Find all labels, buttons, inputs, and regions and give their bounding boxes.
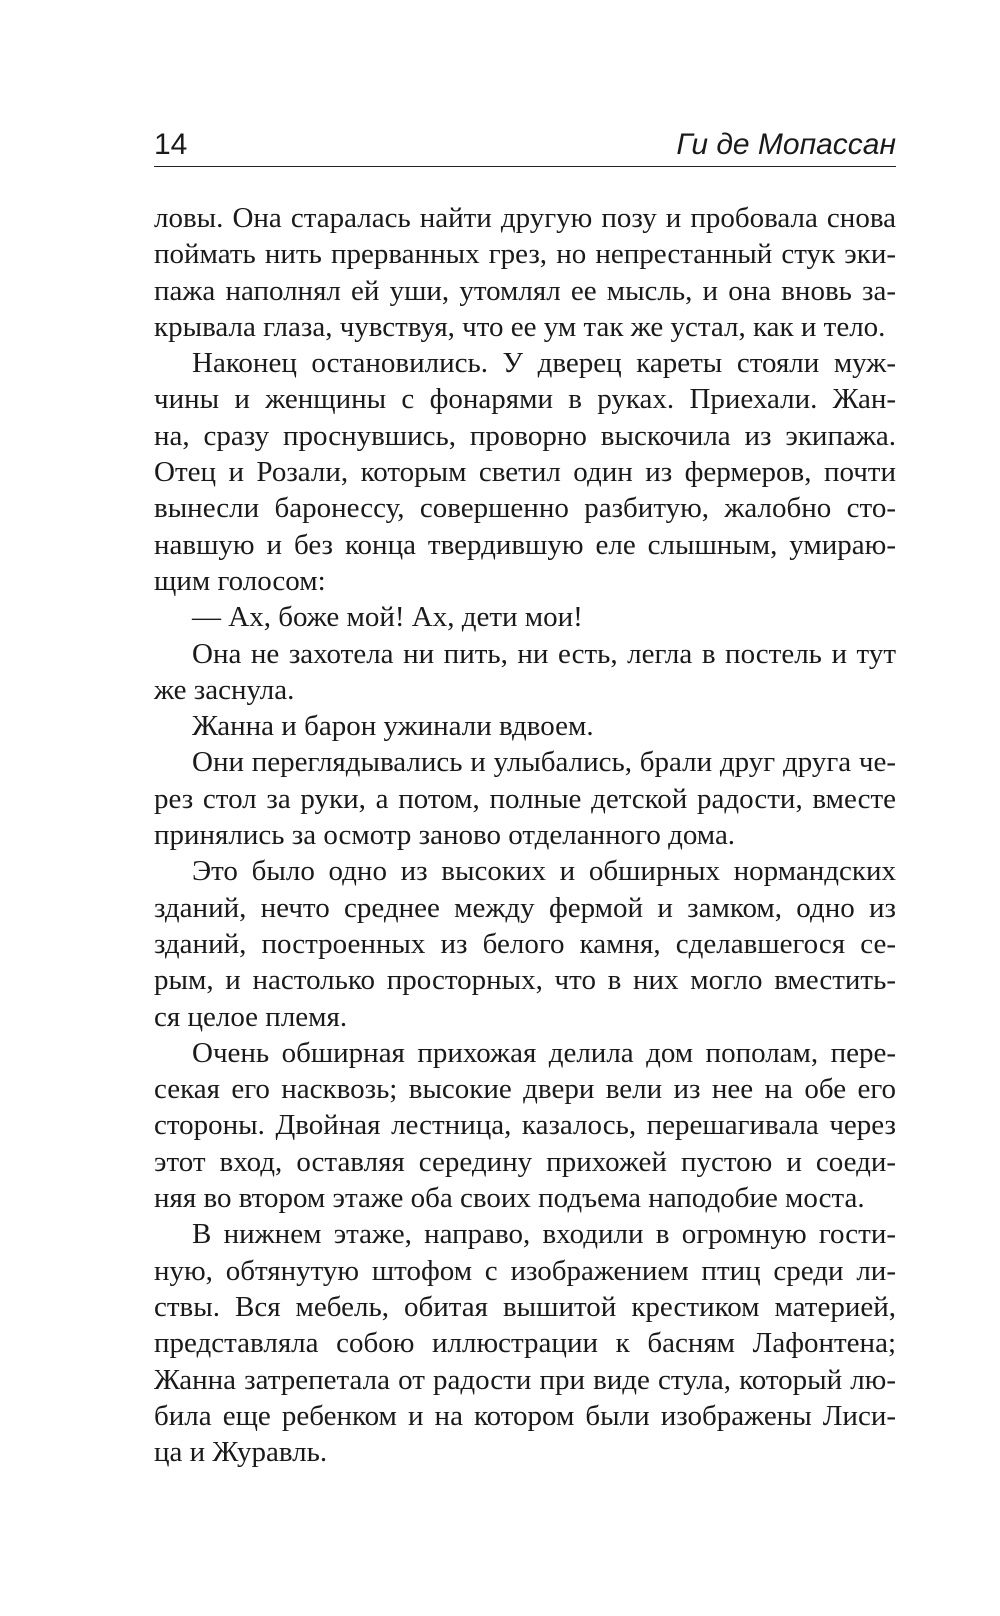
text-line: зданий, построенных из белого камня, сделавшегося се-	[154, 927, 896, 960]
text-line: ную, обтянутую штофом с изображением птиц среди ли-	[154, 1254, 896, 1287]
text-line: Жанна и барон ужинали вдвоем.	[192, 710, 594, 743]
page-number: 14	[154, 128, 188, 161]
paragraph	[154, 599, 896, 635]
text-line: Очень обширная прихожая делила дом пополам, пере-	[192, 1036, 896, 1069]
text-line: рез стол за руки, а потом, полные детской радости, вместе	[154, 782, 896, 815]
text-line: — Ах, боже мой! Ах, дети мои!	[192, 601, 583, 634]
paragraph	[154, 1216, 896, 1470]
text-line: стороны. Двойная лестница, казалось, перешагивала через	[154, 1109, 896, 1142]
paragraph	[154, 708, 896, 744]
text-line: Она не захотела ни пить, ни есть, легла в постель и тут	[192, 637, 896, 670]
text-line: В нижнем этаже, направо, входили в огромную гости-	[192, 1218, 896, 1251]
paragraph	[154, 1035, 896, 1216]
text-line: Жанна затрепетала от радости при виде стула, который лю-	[154, 1363, 896, 1396]
text-line: била еще ребенком и на котором были изображены Лиси-	[154, 1399, 896, 1432]
text-line: этот вход, оставляя середину прихожей пустою и соеди-	[154, 1145, 896, 1178]
author-name: Ги де Мопассан	[676, 128, 896, 161]
text-line: представляла собою иллюстрации к басням Лафонтена;	[154, 1327, 896, 1360]
text-line: пажа наполнял ей уши, утомлял ее мысль, и она вновь за-	[154, 274, 896, 307]
text-line: вынесли баронессу, совершенно разбитую, жалобно сто-	[154, 492, 896, 525]
paragraph	[154, 744, 896, 853]
text-line: крывала глаза, чувствуя, что ее ум так же устал, как и тело.	[154, 310, 886, 343]
text-line: Это было одно из высоких и обширных нормандских	[192, 855, 896, 888]
text-line: ловы. Она старалась найти другую позу и пробовала снова	[154, 202, 896, 234]
text-line: на, сразу проснувшись, проворно выскочила из экипажа.	[154, 419, 896, 452]
body-text	[154, 200, 896, 1470]
text-line: же заснула.	[154, 673, 295, 706]
text-line: поймать нить прерванных грез, но непрестанный стук эки-	[154, 238, 896, 271]
paragraph	[154, 853, 896, 1034]
text-line: ствы. Вся мебель, обитая вышитой крестиком материей,	[154, 1290, 896, 1323]
paragraph	[154, 200, 896, 345]
text-line: рым, и настолько просторных, что в них могло вместить-	[154, 964, 896, 997]
text-line: чины и женщины с фонарями в руках. Приехали. Жан-	[154, 383, 896, 416]
text-line: принялись за осмотр заново отделанного дома.	[154, 819, 736, 852]
text-line: Они переглядывались и улыбались, брали друг друга че-	[192, 746, 896, 779]
text-line: Наконец остановились. У дверец кареты стояли муж-	[192, 347, 896, 380]
text-line: ся целое племя.	[154, 1000, 348, 1033]
running-head	[154, 126, 896, 167]
text-line: Отец и Розали, которым светил один из фермеров, почти	[154, 456, 896, 489]
text-line: няя во втором этаже оба своих подъема наподобие моста.	[154, 1182, 865, 1215]
text-line: ца и Журавль.	[154, 1436, 328, 1469]
paragraph	[154, 345, 896, 599]
text-line: зданий, нечто среднее между фермой и замком, одно из	[154, 891, 896, 924]
text-line: секая его насквозь; высокие двери вели из нее на обе его	[154, 1073, 896, 1106]
paragraph	[154, 636, 896, 709]
text-line: навшую и без конца твердившую еле слышным, умираю-	[154, 528, 896, 561]
text-line: щим голосом:	[154, 564, 326, 597]
